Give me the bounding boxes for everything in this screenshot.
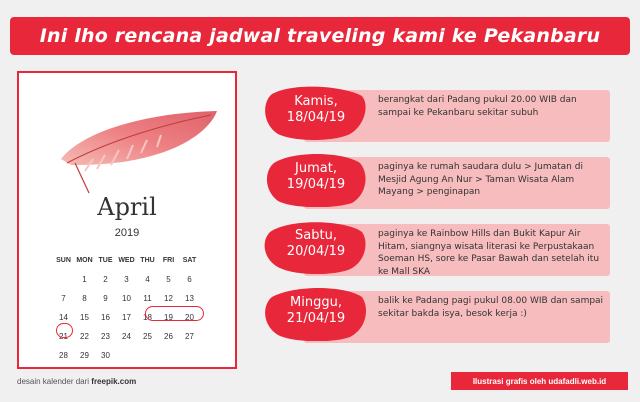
calendar-day: 2 — [103, 275, 108, 284]
schedule-date — [270, 94, 362, 126]
schedule-date — [270, 228, 362, 260]
schedule-day: Minggu, — [290, 295, 342, 310]
schedule-row-4 — [264, 285, 612, 343]
calendar-day: 7 — [61, 294, 66, 303]
calendar-day: 19 — [164, 313, 173, 322]
calendar-day: 14 — [59, 313, 68, 322]
highlight-21 — [56, 323, 73, 338]
schedule-description: balik ke Padang pagi pukul 08.00 WIB dan sampai sekitar bakda isya, besok kerja :) — [378, 296, 604, 319]
calendar-day: 9 — [103, 294, 108, 303]
schedule-day: Jumat, — [295, 161, 337, 176]
calendar-credit — [17, 377, 136, 386]
calendar-empty — [179, 346, 200, 365]
day-name: WED — [118, 257, 135, 264]
calendar-day: 20 — [185, 313, 194, 322]
calendar-year: 2019 — [114, 227, 140, 239]
schedule-day: Kamis, — [294, 94, 338, 109]
calendar-day: 4 — [145, 275, 150, 284]
calendar-empty — [137, 346, 158, 365]
calendar-day: 11 — [143, 294, 152, 303]
calendar-day: 3 — [124, 275, 129, 284]
day-name: FRI — [162, 257, 175, 264]
calendar-day: 26 — [164, 332, 173, 341]
calendar-day: 5 — [166, 275, 171, 284]
calendar-day: 21 — [59, 332, 68, 341]
calendar-day: 28 — [59, 351, 68, 360]
calendar-day: 10 — [122, 294, 131, 303]
calendar-day: 27 — [185, 332, 194, 341]
calendar-card — [17, 71, 237, 369]
day-name: MON — [76, 257, 93, 264]
calendar-day: 8 — [82, 294, 87, 303]
calendar-day: 15 — [80, 313, 89, 322]
calendar-day: 30 — [101, 351, 110, 360]
calendar-empty — [116, 346, 137, 365]
schedule-date-value: 19/04/19 — [286, 177, 346, 192]
calendar-day: 1 — [82, 275, 87, 284]
schedule-date — [270, 161, 362, 193]
calendar-day: 25 — [143, 332, 152, 341]
calendar-day: 18 — [143, 313, 152, 322]
calendar-day: 13 — [185, 294, 194, 303]
footer-credit: Ilustrasi grafis oleh udafadli.web.id — [451, 372, 628, 390]
calendar-day: 22 — [80, 332, 89, 341]
calendar-day: 17 — [122, 313, 131, 322]
calendar-day: 6 — [187, 275, 192, 284]
credit-prefix: desain kalender dari — [17, 377, 90, 386]
schedule-description: berangkat dari Padang pukul 20.00 WIB dan sampai ke Pekanbaru sekitar subuh — [378, 95, 577, 118]
schedule-date-value: 18/04/19 — [286, 110, 346, 125]
day-name: SAT — [182, 257, 197, 264]
highlight-18-20 — [145, 306, 204, 321]
page-title: Ini lho rencana jadwal traveling kami ke Pekanbaru — [39, 25, 601, 47]
credit-source: freepik.com — [91, 377, 137, 386]
calendar-empty — [158, 346, 179, 365]
calendar-day: 12 — [164, 294, 173, 303]
schedule-row-1 — [264, 84, 612, 142]
calendar-day: 16 — [101, 313, 110, 322]
schedule-description: paginya ke Rainbow Hills dan Bukit Kapur Air Hitam, siangnya wisata literasi ke Perpustakaan Soeman HS, sore ke Pasar Bawah dan setelah itu ke Mall SKA — [378, 229, 600, 277]
schedule-description: paginya ke rumah saudara dulu > Jumatan di Mesjid Agung An Nur > Taman Wisata Alam Mayang > penginapan — [378, 162, 583, 197]
day-name: THU — [140, 257, 155, 264]
calendar-month: April — [97, 193, 157, 221]
calendar-day: 24 — [122, 332, 131, 341]
title-banner — [10, 17, 630, 55]
schedule-date — [270, 295, 362, 327]
day-name: TUE — [98, 257, 113, 264]
calendar-day: 23 — [101, 332, 110, 341]
schedule-row-3 — [264, 218, 612, 276]
schedule-date-value: 21/04/19 — [286, 311, 346, 326]
calendar-empty — [53, 270, 74, 289]
calendar-day: 29 — [80, 351, 89, 360]
schedule-day: Sabtu, — [295, 228, 337, 243]
day-name: SUN — [56, 257, 71, 264]
schedule-row-2 — [264, 151, 612, 209]
schedule-date-value: 20/04/19 — [286, 244, 346, 259]
